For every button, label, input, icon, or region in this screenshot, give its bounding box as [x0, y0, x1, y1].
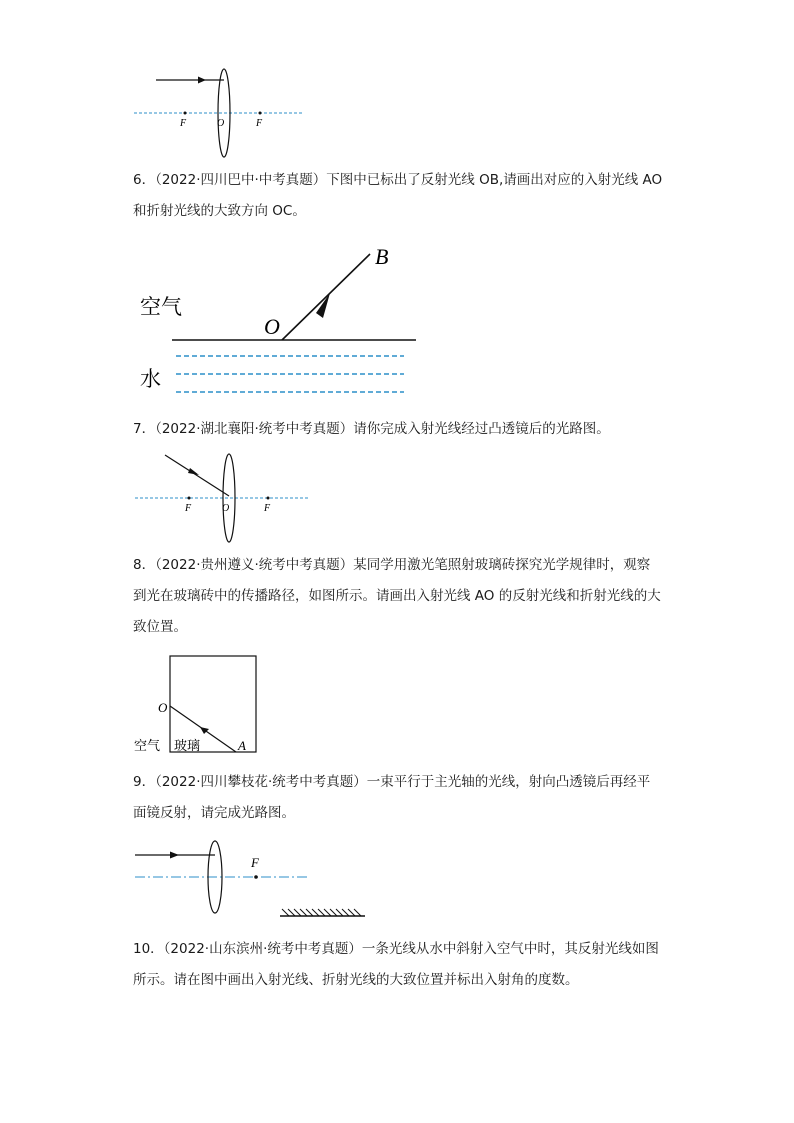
reflection-figure-q6: [130, 240, 430, 400]
question-8-text: 8．（2022·贵州遵义·统考中考真题）某同学用激光笔照射玻璃砖探究光学规律时，观察到光在玻璃砖中的传播路径，如图所示。请画出入射光线 AO 的反射光线和折射光线的大致位置。: [133, 557, 661, 635]
question-9-text: 9．（2022·四川攀枝花·统考中考真题）一束平行于主光轴的光线，射向凸透镜后再经平面镜反射，请完成光路图。: [133, 774, 651, 821]
label-o: O: [264, 314, 280, 339]
label-f-left: F: [180, 118, 187, 129]
label-o: O: [217, 118, 225, 129]
label-f-right: F: [256, 118, 263, 129]
lens-figure-1: [120, 60, 320, 165]
arrow-icon: [198, 77, 206, 84]
reflected-ray-ob: [282, 254, 370, 340]
focus-point-left: [184, 112, 187, 115]
mirror-hatching: [282, 909, 361, 916]
arrow-icon: [188, 468, 199, 475]
incident-ray: [165, 455, 229, 496]
focus-point-right: [259, 112, 262, 115]
convex-lens: [223, 454, 235, 542]
label-b: B: [375, 244, 389, 269]
focus-point-left: [188, 497, 191, 500]
question-7-text: 7．（2022·湖北襄阳·统考中考真题）请你完成入射光线经过凸透镜后的光路图。: [133, 421, 610, 437]
focus-point-right: [267, 497, 270, 500]
focus-point: [254, 875, 258, 879]
question-10-text: 10．（2022·山东滨州·统考中考真题）一条光线从水中斜射入空气中时，其反射光线如图所示。请在图中画出入射光线、折射光线的大致位置并标出入射角的度数。: [133, 941, 659, 988]
label-air: 空气: [140, 295, 182, 319]
label-f: F: [251, 855, 259, 870]
label-f-right: F: [264, 503, 271, 514]
question-6-text: 6．（2022·四川巴中·中考真题）下图中已标出了反射光线 OB,请画出对应的入射光线 AO 和折射光线的大致方向 OC。: [133, 172, 663, 219]
lens-figure-q7: [125, 450, 325, 550]
label-f-left: F: [185, 503, 192, 514]
label-a: A: [238, 738, 246, 753]
lens-mirror-figure-q9: [125, 835, 375, 925]
arrow-icon: [170, 852, 179, 859]
glass-block-figure-q8: [130, 650, 270, 760]
label-glass: 玻璃: [174, 739, 201, 754]
label-o: O: [222, 503, 230, 514]
label-o: O: [158, 700, 168, 715]
label-water: 水: [140, 367, 161, 391]
label-air: 空气: [134, 739, 161, 754]
